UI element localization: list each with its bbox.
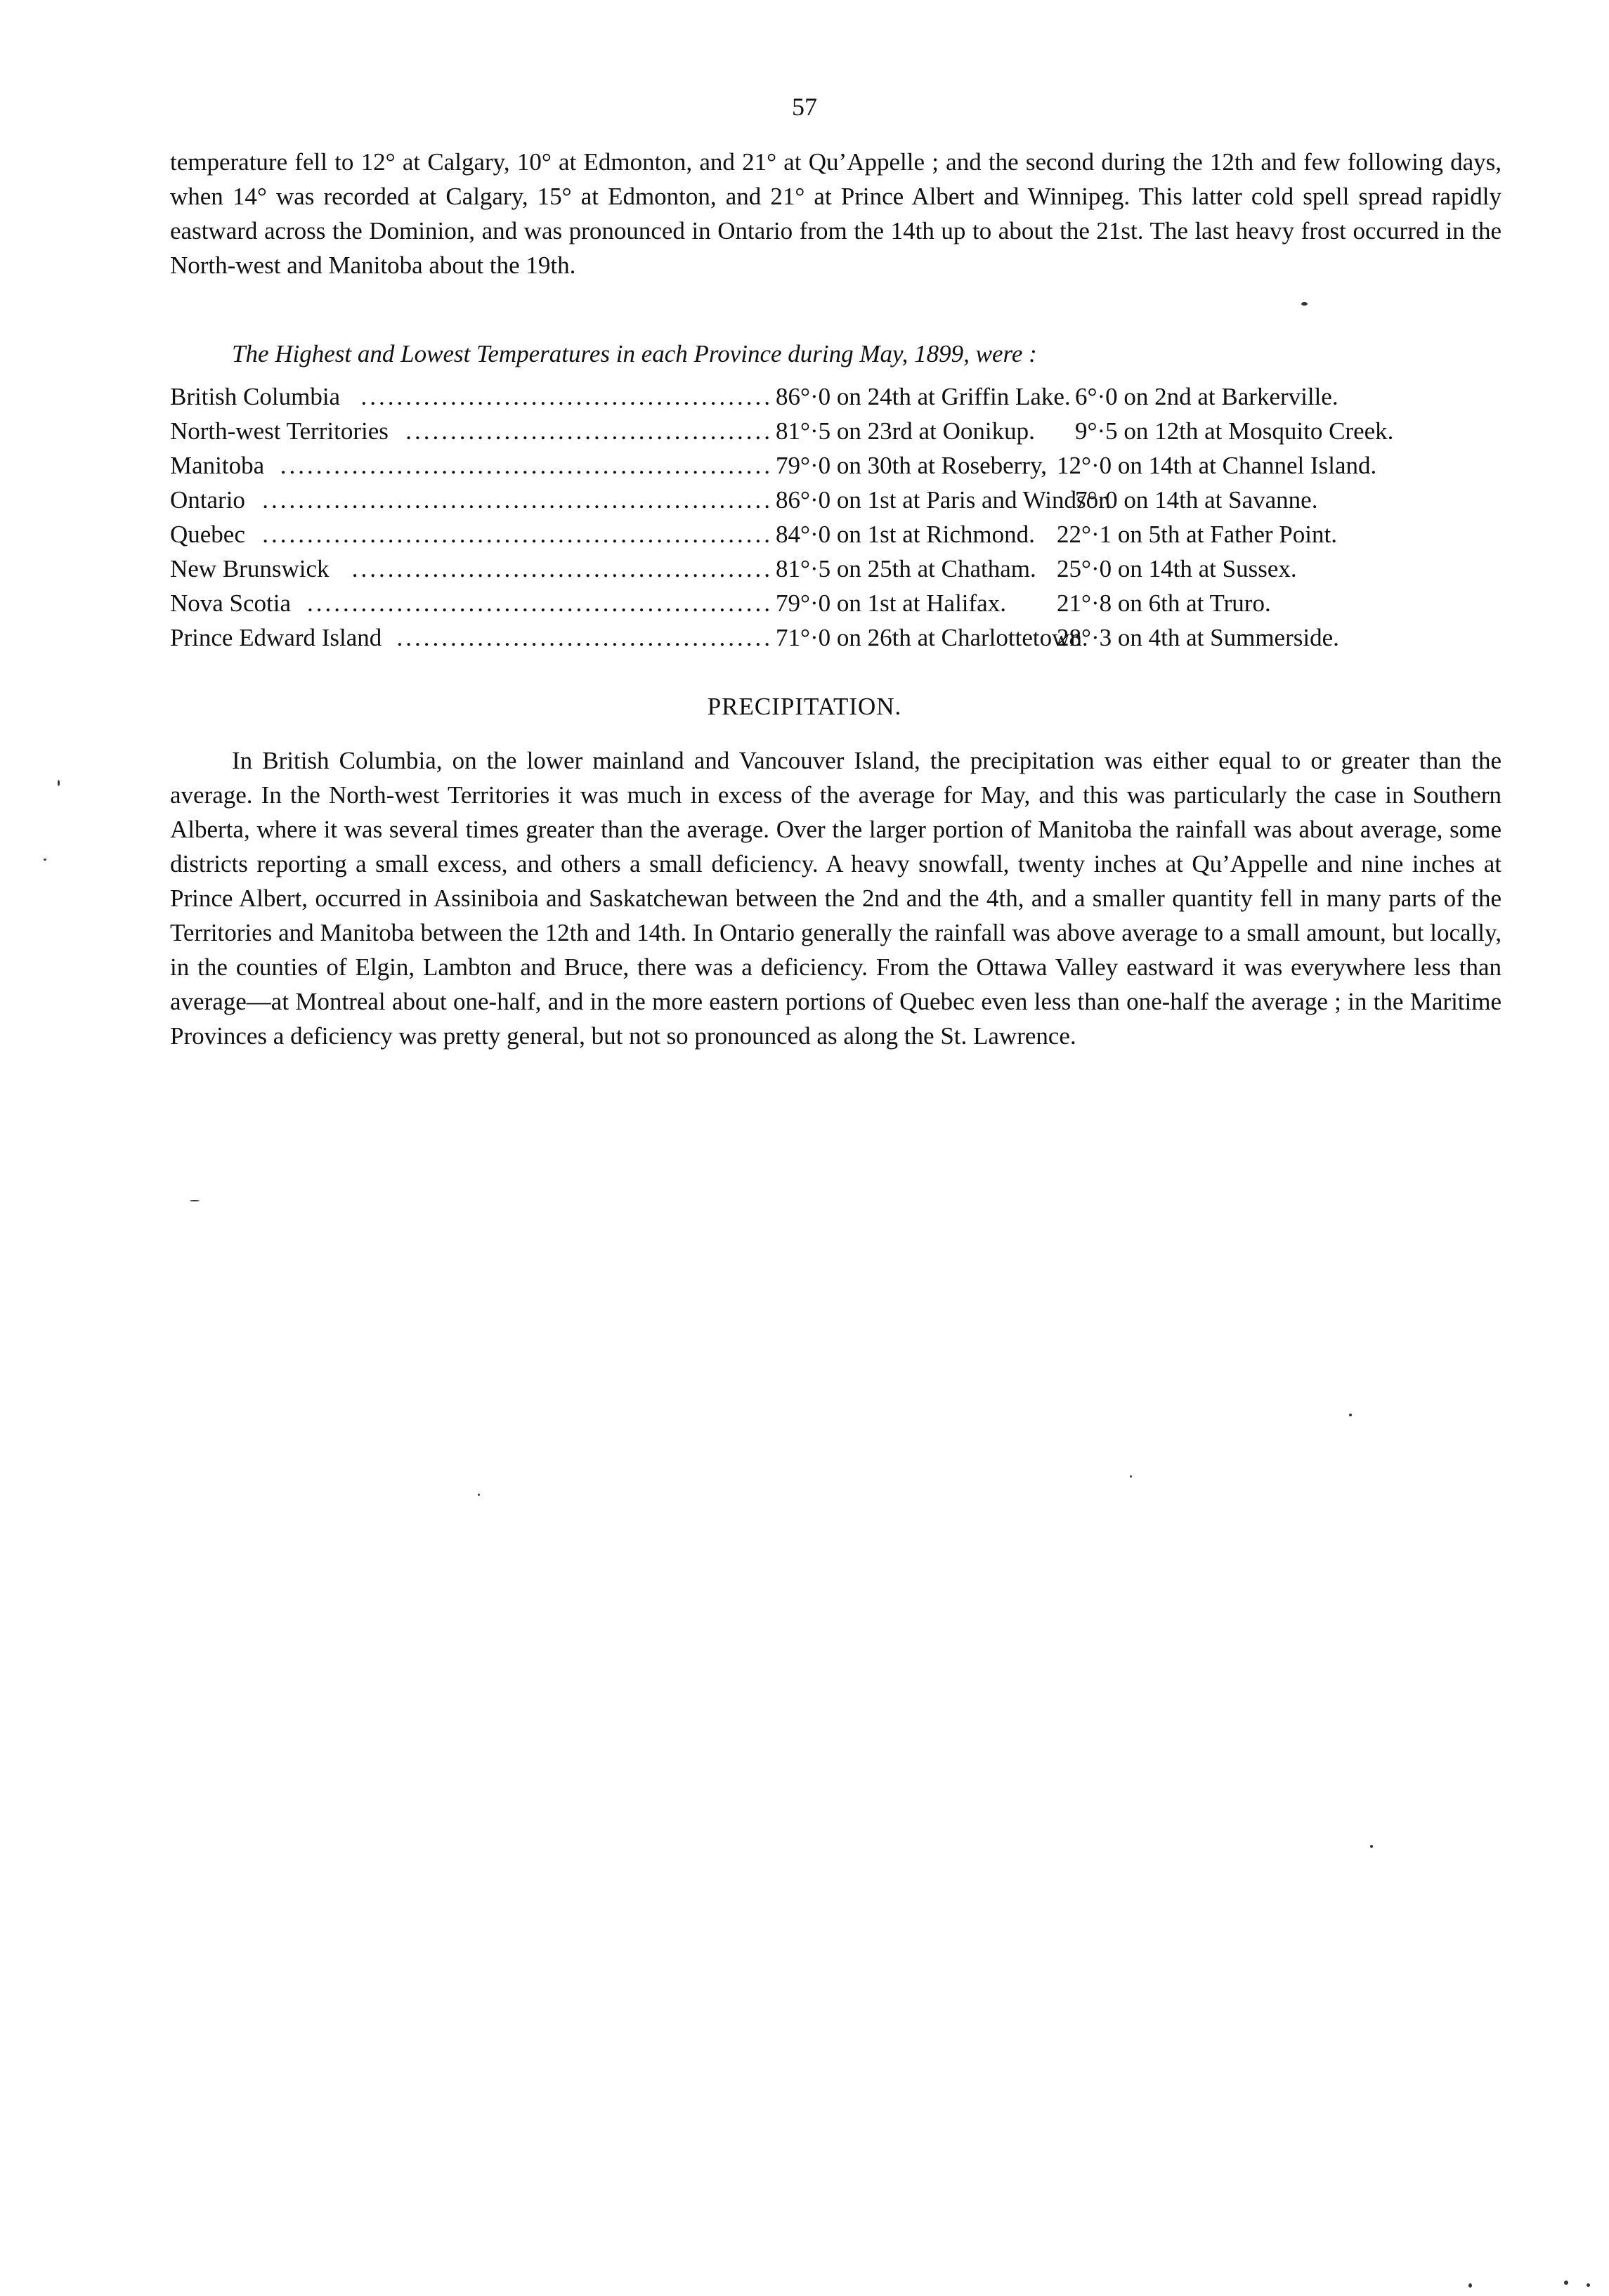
table-row [170,414,1491,448]
scan-speck [44,859,46,861]
scan-speck [1468,2283,1472,2288]
province-name: British Columbia [170,383,341,410]
leader-dots: ......................................... [405,417,773,445]
highest-temperature: 79°·0 on 1st at Halifax. [776,589,1006,617]
lowest-temperature-text: 21°·8 on 6th at Truro. [1057,589,1271,617]
province-name: Manitoba [170,452,265,479]
province-name: Nova Scotia [170,589,292,617]
leader-dots: .............................................. [360,383,773,410]
temperature-table [170,379,1491,655]
lowest-temperature-text: 7°·0 on 14th at Savanne. [1075,486,1318,514]
scan-speck [58,780,60,786]
lowest-temperature [1057,517,1478,552]
lowest-temperature-text: 22°·1 on 5th at Father Point. [1057,521,1337,548]
highest-temperature: 84°·0 on 1st at Richmond. [776,521,1035,548]
table-row [170,620,1491,655]
lowest-temperature [1057,620,1478,655]
scan-speck [1349,1414,1352,1416]
scan-speck [1370,1845,1373,1848]
scan-speck [478,1494,480,1496]
province-name: New Brunswick [170,555,330,582]
scan-speck [1301,302,1308,306]
leader-dots: ....................................................... [280,452,773,479]
lowest-temperature-text: 12°·0 on 14th at Channel Island. [1057,452,1377,479]
table-row [170,517,1491,552]
province-name: Prince Edward Island [170,624,382,651]
leader-dots: .......................................... [396,624,773,651]
province-name: Quebec [170,521,245,548]
table-row [170,448,1491,483]
lowest-temperature [1057,483,1478,517]
intro-paragraph: temperature fell to 12° at Calgary, 10° at Edmonton, and 21° at Qu’Appelle ; and the second during the 12th and few following days, when 14° was recorded at Calgary, 15° at Edmonton, and 21° at Prince Albert and Winnipeg. This latter cold spell spread rapidly eastward across the Dominion, and was pronounced in Ontario from the 14th up to about the 21st. The last heavy frost occurred in the North-west and Manitoba about the 19th. [170,148,1501,279]
highest-temperature: 71°·0 on 26th at Charlottetown. [776,624,1088,651]
highest-temperature: 79°·0 on 30th at Roseberry, [776,452,1047,479]
leader-dots: ............................................... [351,555,773,582]
scan-speck [190,1200,200,1201]
lowest-temperature [1057,586,1478,620]
highest-temperature: 86°·0 on 1st at Paris and Windsor. [776,486,1112,514]
lowest-temperature [1057,448,1478,483]
lowest-temperature [1057,379,1478,414]
province-name: North-west Territories [170,417,389,445]
lowest-temperature [1057,552,1478,586]
page-number: 57 [792,93,817,121]
table-row [170,379,1491,414]
highest-temperature: 86°·0 on 24th at Griffin Lake. [776,383,1071,410]
lowest-temperature-text: 9°·5 on 12th at Mosquito Creek. [1075,417,1394,445]
scan-speck [1564,2281,1568,2285]
lowest-temperature [1057,414,1478,448]
leader-dots: ......................................................... [262,521,773,548]
leader-dots: ......................................................... [262,486,773,514]
highest-temperature: 81°·5 on 25th at Chatham. [776,555,1036,582]
lowest-temperature-text: 25°·0 on 14th at Sussex. [1057,555,1297,582]
temperature-table-caption: The Highest and Lowest Temperatures in each Province during May, 1899, were : [232,340,1037,367]
precipitation-paragraph: In British Columbia, on the lower mainland and Vancouver Island, the precipitation was either equal to or greater than the average. In the North-west Territories it was much in excess of the average for May, and this was particularly the case in Southern Alberta, where it was several times greater than the average. Over the larger portion of Manitoba the rainfall was about average, some districts reporting a small excess, and others a small deficiency. A heavy snowfall, twenty inches at Qu’Appelle and nine inches at Prince Albert, occurred in Assiniboia and Saskatchewan between the 2nd and the 4th, and a smaller quantity fell in many parts of the Territories and Manitoba between the 12th and 14th. In Ontario generally the rainfall was above average to a small amount, but locally, in the counties of Elgin, Lambton and Bruce, there was a deficiency. From the Ottawa Valley eastward it was everywhere less than average—at Montreal about one-half, and in the more eastern portions of Quebec even less than one-half the average ; in the Maritime Provinces a deficiency was pretty general, but not so pronounced as along the St. Lawrence. [170,747,1501,1050]
scan-speck [1130,1475,1132,1478]
province-name: Ontario [170,486,245,514]
scan-speck [1587,2283,1590,2287]
lowest-temperature-text: 6°·0 on 2nd at Barkerville. [1075,383,1338,410]
precipitation-heading: PRECIPITATION. [707,693,902,720]
leader-dots: .................................................... [307,589,773,617]
table-row [170,552,1491,586]
table-row [170,586,1491,620]
highest-temperature: 81°·5 on 23rd at Oonikup. [776,417,1035,445]
lowest-temperature-text: 28°·3 on 4th at Summerside. [1057,624,1339,651]
table-row [170,483,1491,517]
